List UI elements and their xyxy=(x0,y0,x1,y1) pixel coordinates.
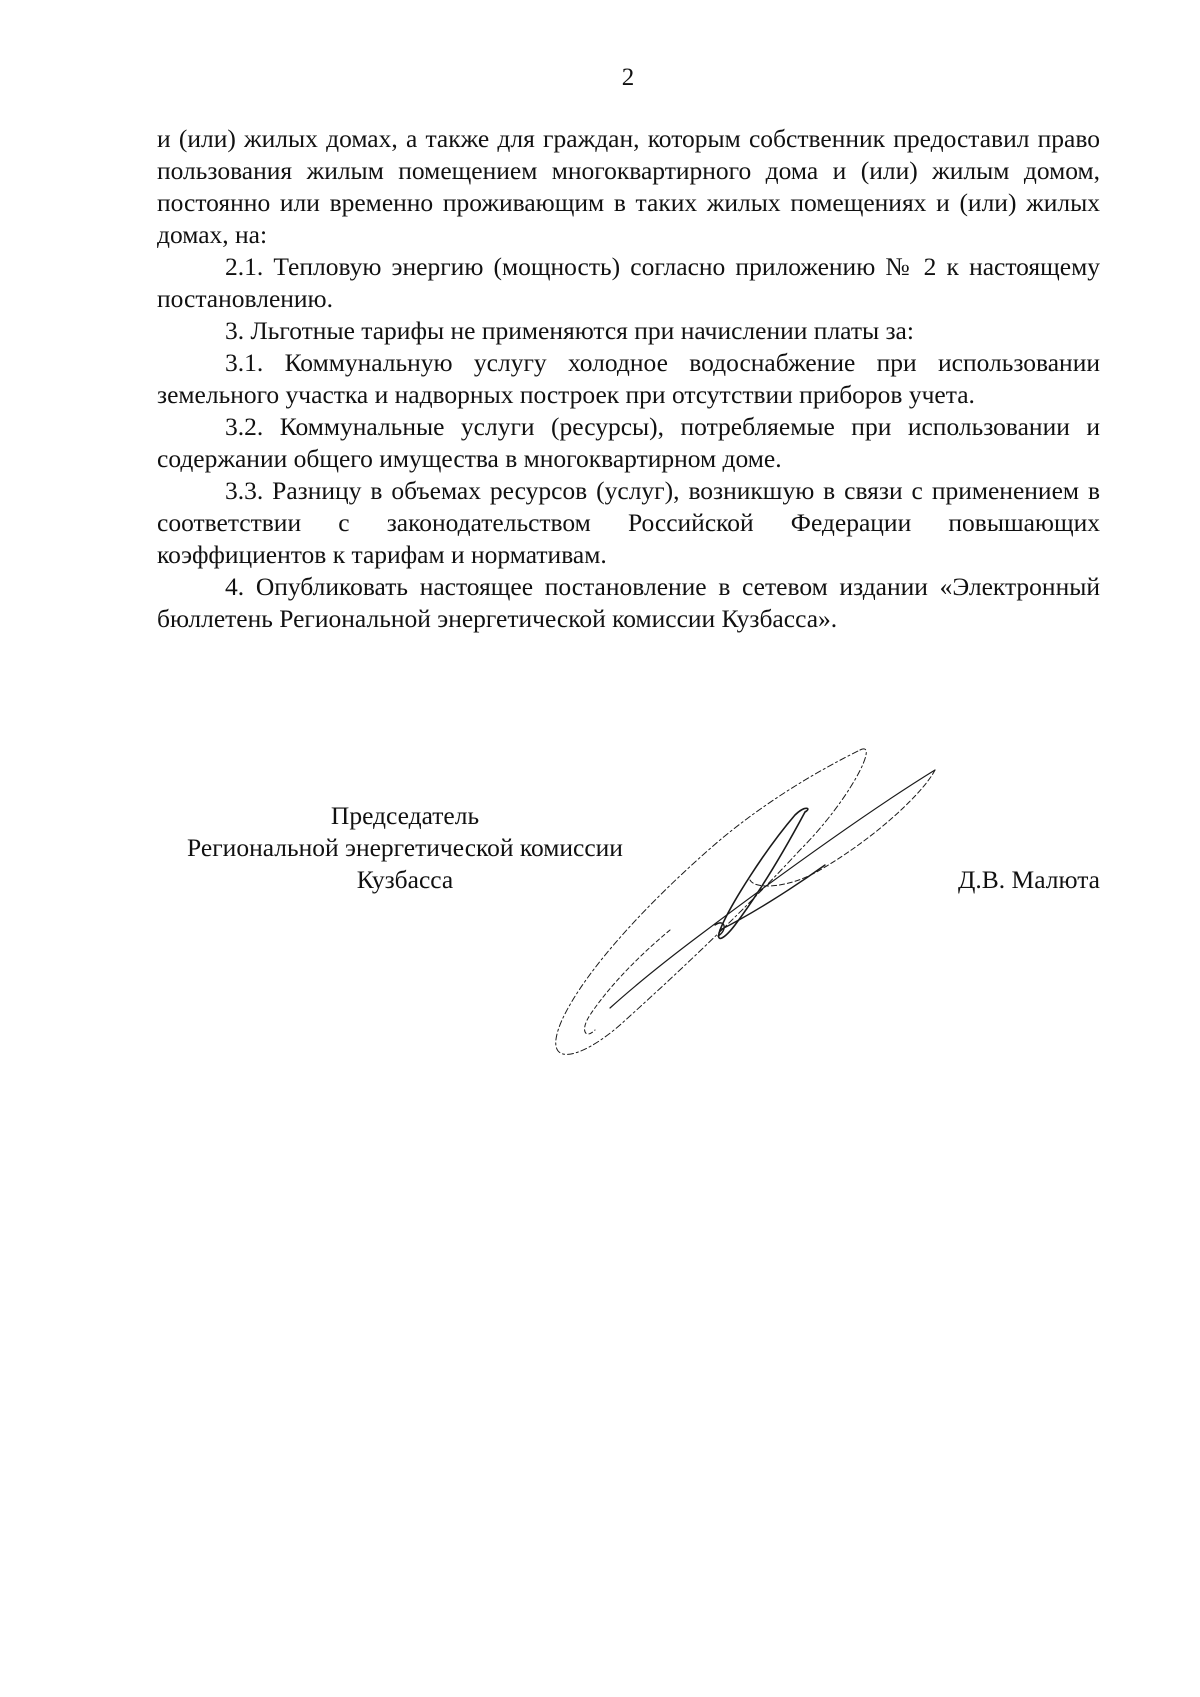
paragraph-3-3: 3.3. Разницу в объемах ресурсов (услуг), возникшую в связи с применением в соответствии с законодательством Российской Федерации повышающих коэффициентов к тарифам и нормативам. xyxy=(157,476,1100,569)
paragraph-3-2: 3.2. Коммунальные услуги (ресурсы), потребляемые при использовании и содержании общего имущества в многоквартирном доме. xyxy=(157,412,1100,473)
position-line-2: Региональной энергетической комиссии xyxy=(187,833,623,862)
paragraph-intro-continuation: и (или) жилых домах, а также для граждан, которым собственник предоставил право пользования жилым помещением многоквартирного дома и (или) жилым домом, постоянно или временно проживающим в таких жилых помещениях и (или) жилых домах, на: xyxy=(157,124,1100,249)
signer-name: Д.В. Малюта xyxy=(958,865,1100,894)
paragraph-3-1: 3.1. Коммунальную услугу холодное водоснабжение при использовании земельного участка и надворных построек при отсутствии приборов учета. xyxy=(157,348,1100,409)
page-number: 2 xyxy=(621,64,635,91)
paragraph-2-1: 2.1. Тепловую энергию (мощность) согласно приложению № 2 к настоящему постановлению. xyxy=(157,252,1100,313)
paragraph-3: 3. Льготные тарифы не применяются при начислении платы за: xyxy=(225,316,914,345)
handwritten-signature-icon xyxy=(550,740,950,1080)
position-line-3: Кузбасса xyxy=(356,865,454,894)
paragraph-4: 4. Опубликовать настоящее постановление в сетевом издании «Электронный бюллетень Региональной энергетической комиссии Кузбасса». xyxy=(157,572,1100,633)
position-line-1: Председатель xyxy=(330,801,480,830)
document-body xyxy=(157,123,1100,635)
